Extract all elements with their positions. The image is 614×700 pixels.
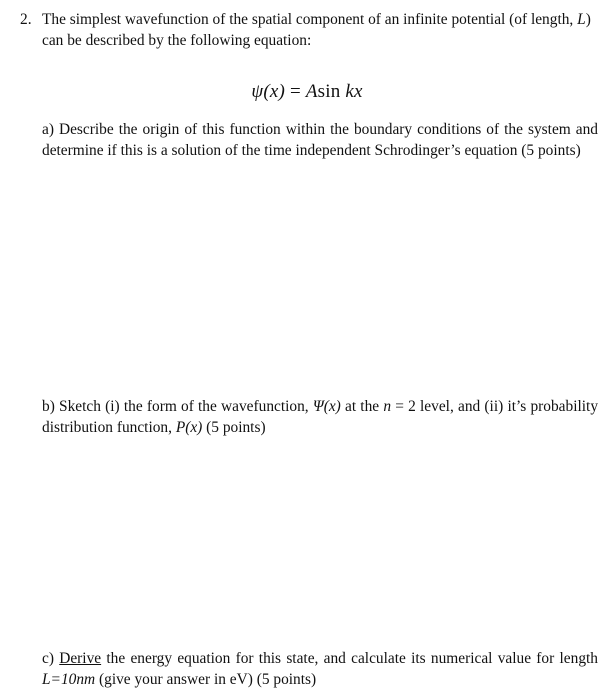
question-intro (42, 9, 598, 51)
part-c-length: L=10nm (42, 671, 96, 688)
intro-text-end: ) can be described by the following equation: (42, 11, 591, 49)
wavefunction-equation (0, 80, 614, 104)
equation-lhs: ψ(x) (251, 81, 286, 102)
part-b-text-2: at the (340, 398, 384, 415)
part-b-probability: P(x) (175, 419, 203, 436)
part-b-text-1: b) Sketch (i) the form of the wavefunction, (42, 398, 313, 415)
intro-text-start: The simplest wavefunction of the spatial component of an infinite potential (of length, (42, 11, 578, 28)
equation-sine: sin (317, 81, 341, 102)
part-b (42, 396, 598, 438)
part-c-derive: Derive (59, 650, 102, 667)
question-number: 2. (20, 11, 32, 28)
part-b-text-3: = 2 level, and (ii) it’s probability distribution function, (42, 398, 599, 436)
equation-amplitude: A (305, 81, 318, 102)
part-c-text-1: the energy equation for this state, and calculate its numerical value for length (101, 650, 598, 667)
equation-argument: kx (345, 81, 363, 102)
part-c (42, 648, 598, 690)
equation-equals: = (289, 81, 301, 102)
part-b-wavefunction: Ψ(x) (312, 398, 341, 415)
part-b-text-4: (5 points) (202, 419, 266, 436)
part-c-text-2: (give your answer in eV) (5 points) (95, 671, 317, 688)
part-a-text: a) Describe the origin of this function within the boundary conditions of the system and determine if this is a solution of the time independent Schrodinger’s equation (5 points) (42, 121, 598, 159)
intro-length-variable: L (577, 11, 586, 28)
part-c-prefix: c) (42, 650, 60, 667)
part-b-n-variable: n (383, 398, 392, 415)
